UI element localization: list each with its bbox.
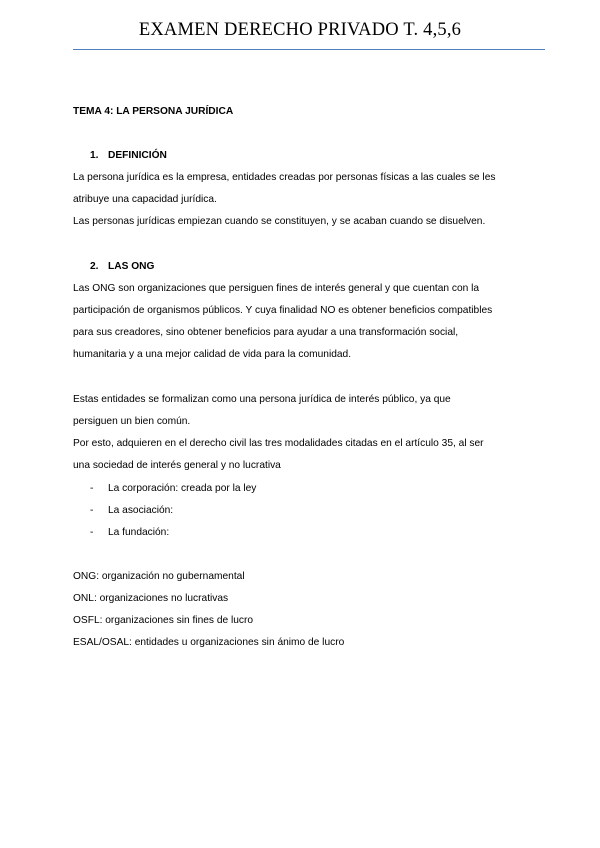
paragraph-line: para sus creadores, sino obtener beneficios para ayudar a una transformación social,	[73, 327, 459, 338]
paragraph-line: una sociedad de interés general y no lucrativa	[73, 460, 281, 471]
paragraph-line: Por esto, adquieren en el derecho civil las tres modalidades citadas en el artículo 35, al ser	[73, 438, 484, 449]
topic-heading: TEMA 4: LA PERSONA JURÍDICA	[73, 106, 234, 117]
acronym-line: ONG: organización no gubernamental	[73, 571, 245, 582]
document-title: EXAMEN DERECHO PRIVADO T. 4,5,6	[138, 20, 462, 40]
list-item: La asociación:	[108, 505, 174, 516]
section-2-heading: LAS ONG	[108, 261, 155, 272]
paragraph-line: participación de organismos públicos. Y cuya finalidad NO es obtener beneficios compatibles	[73, 305, 493, 316]
paragraph-line: atribuye una capacidad jurídica.	[73, 194, 217, 205]
paragraph-line: humanitaria y a una mejor calidad de vida para la comunidad.	[73, 349, 352, 360]
acronym-line: ESAL/OSAL: entidades u organizaciones sin ánimo de lucro	[73, 637, 345, 648]
section-2-number: 2.	[90, 261, 99, 272]
title-underline	[73, 49, 545, 50]
list-item: La corporación: creada por la ley	[108, 483, 257, 494]
paragraph-line: Estas entidades se formalizan como una persona jurídica de interés público, ya que	[73, 394, 451, 405]
bullet-marker: -	[90, 483, 94, 494]
bullet-marker: -	[90, 527, 94, 538]
acronym-line: ONL: organizaciones no lucrativas	[73, 593, 229, 604]
list-item: La fundación:	[108, 527, 170, 538]
section-1-heading: DEFINICIÓN	[108, 150, 167, 161]
bullet-marker: -	[90, 505, 94, 516]
paragraph-line: Las personas jurídicas empiezan cuando se constituyen, y se acaban cuando se disuelven.	[73, 216, 486, 227]
paragraph-line: La persona jurídica es la empresa, entidades creadas por personas físicas a las cuales se les	[73, 172, 496, 183]
acronym-line: OSFL: organizaciones sin fines de lucro	[73, 615, 254, 626]
paragraph-line: Las ONG son organizaciones que persiguen fines de interés general y que cuentan con la	[73, 283, 480, 294]
paragraph-line: persiguen un bien común.	[73, 416, 191, 427]
section-1-number: 1.	[90, 150, 99, 161]
